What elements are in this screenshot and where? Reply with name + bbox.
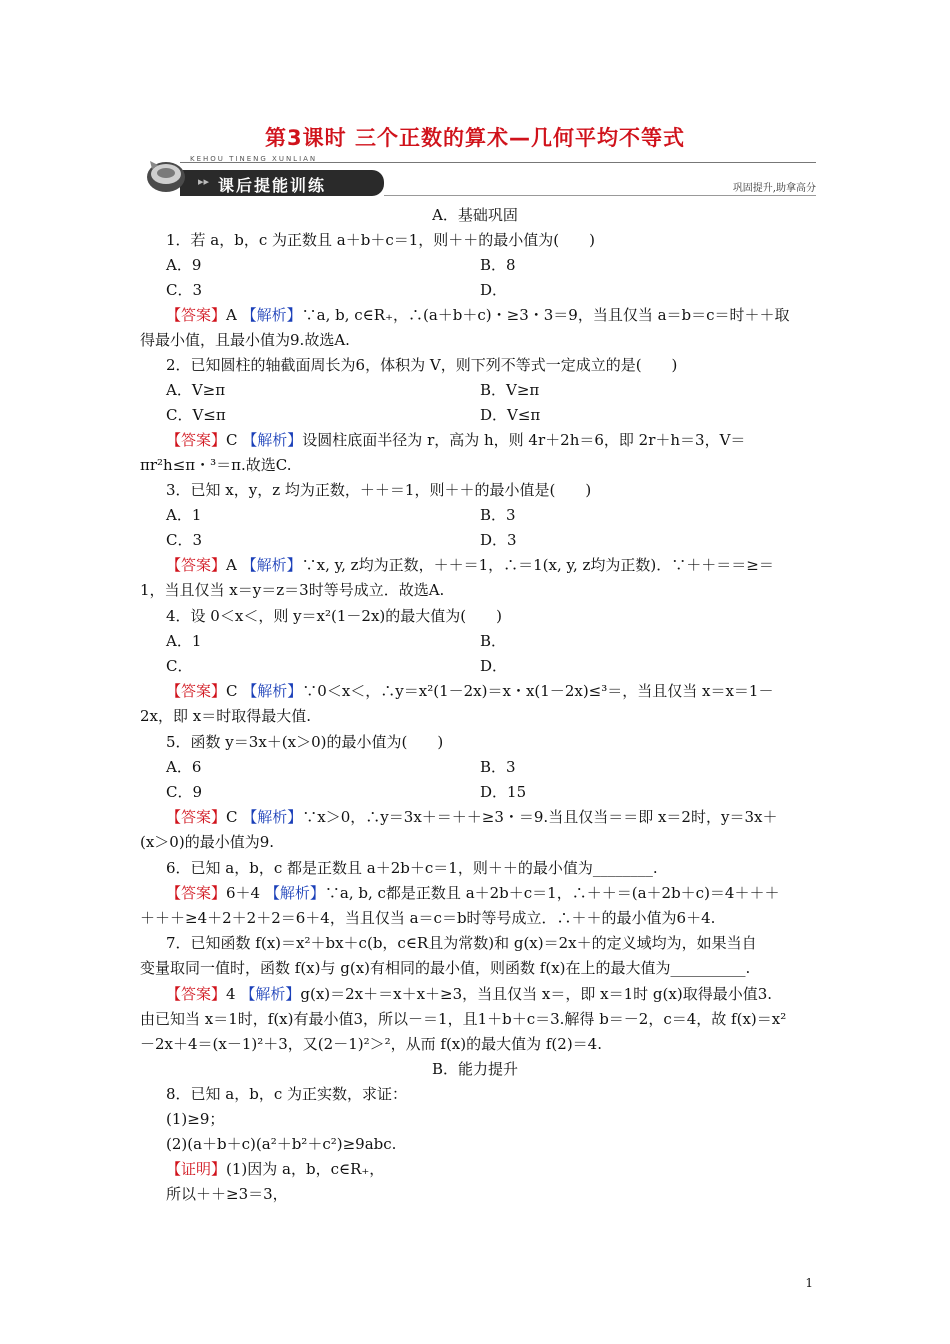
q5-option-b: B．3: [480, 758, 516, 776]
analysis-tag: 【解析】: [241, 306, 302, 324]
q8-part1: (1)≥9；: [166, 1110, 225, 1128]
answer-tag: 【答案】: [166, 808, 227, 826]
q8-proof-text1: (1)因为 a，b，c∈R₊，: [226, 1160, 385, 1178]
q1-option-a: A．9: [166, 256, 202, 274]
q3-analysis-line2: 1，当且仅当 x＝y＝z＝3时等号成立．故选A.: [140, 581, 445, 599]
q3-option-a: A．1: [166, 506, 202, 524]
answer-tag: 【答案】: [166, 884, 227, 902]
q3-option-d: D．3: [480, 531, 517, 549]
q6-analysis-line2: ＋＋＋≥4＋2＋2＋2＝6＋4，当且仅当 a＝c＝b时等号成立．∴＋＋的最小值为6＋4.: [140, 909, 716, 927]
banner-slogan: 巩固提升,助拿高分: [732, 183, 816, 194]
q8-proof-line2: 所以＋＋≥3＝3，: [166, 1185, 288, 1203]
q3-option-c: C．3: [166, 531, 203, 549]
q2-option-a: A．V≥π: [166, 381, 226, 399]
section-b-heading: B．能力提升: [431, 1060, 519, 1078]
banner-emblem-icon: [144, 155, 188, 195]
analysis-tag: 【解析】: [242, 682, 303, 700]
q1-analysis-text1: ∵a, b, c∈R₊，∴(a＋b＋c)・≥3・3＝9，当且仅当 a＝b＝c＝时＋＋取: [301, 306, 790, 324]
analysis-tag: 【解析】: [240, 985, 301, 1003]
q4-option-b: B．: [480, 632, 507, 650]
q5-analysis-line2: (x＞0)的最小值为9.: [140, 833, 275, 851]
q7-stem-line2: 变量取同一值时，函数 f(x)与 g(x)有相同的最小值，则函数 f(x)在上的最大值为__________.: [140, 959, 751, 977]
q2-option-d: D．V≤π: [480, 406, 541, 424]
banner-label: 课后提能训练: [218, 176, 327, 195]
q1-analysis-line1: [166, 304, 790, 326]
q2-option-c: C．V≤π: [166, 406, 226, 424]
q7-stem-line1: 7．已知函数 f(x)＝x²＋bx＋c(b，c∈R且为常数)和 g(x)＝2x＋的定义域均为，如果当自: [166, 934, 757, 952]
analysis-tag: 【解析】: [242, 808, 303, 826]
section-banner: [140, 153, 816, 197]
q1-analysis-line2: 得最小值，且最小值为9.故选A.: [140, 331, 350, 349]
q7-analysis-line2: 由已知当 x＝1时，f(x)有最小值3，所以－＝1，且1＋b＋c＝3.解得 b＝－2，c＝4，故 f(x)＝x²: [140, 1010, 787, 1028]
banner-pinyin: KEHOU TINENG XUNLIAN: [190, 155, 318, 163]
q4-analysis-line2: 2x，即 x＝时取得最大值.: [140, 707, 311, 725]
q7-analysis-text1: g(x)＝2x＋＝x＋x＋≥3，当且仅当 x＝，即 x＝1时 g(x)取得最小值3.: [300, 985, 773, 1003]
page-title: 第3课时 三个正数的算术—几何平均不等式: [265, 126, 685, 150]
banner-bottom-rule: [384, 195, 816, 196]
q8-proof-line1: [166, 1158, 384, 1180]
q5-answer: C: [226, 808, 238, 826]
q5-stem: 5．函数 y＝3x＋(x＞0)的最小值为( ): [166, 733, 444, 751]
q3-analysis-line1: [166, 554, 774, 576]
answer-tag: 【答案】: [166, 682, 227, 700]
q5-option-a: A．6: [166, 758, 202, 776]
q2-analysis-line1: [166, 429, 745, 451]
q7-answer: 4: [226, 985, 236, 1003]
answer-tag: 【答案】: [166, 306, 227, 324]
q6-analysis-text1: ∵a, b, c都是正数且 a＋2b＋c＝1，∴＋＋＝(a＋2b＋c)＝4＋＋＋: [324, 884, 780, 902]
q3-option-b: B．3: [480, 506, 516, 524]
q3-stem: 3．已知 x，y，z 均为正数，＋＋＝1，则＋＋的最小值是( ): [166, 481, 592, 499]
q4-answer: C: [226, 682, 238, 700]
q7-analysis-line1: [166, 983, 772, 1005]
q8-stem: 8．已知 a，b，c 为正实数，求证：: [166, 1085, 408, 1103]
q2-option-b: B．V≥π: [480, 381, 540, 399]
q4-option-a: A．1: [166, 632, 202, 650]
q3-analysis-text1: ∵x, y, z均为正数，＋＋＝1，∴＝1(x, y, z均为正数)．∵＋＋＝＝≥＝: [301, 556, 774, 574]
analysis-tag: 【解析】: [241, 556, 302, 574]
q1-stem: 1．若 a，b，c 为正数且 a＋b＋c＝1，则＋＋的最小值为( ): [166, 231, 595, 249]
answer-tag: 【答案】: [166, 431, 227, 449]
proof-tag: 【证明】: [166, 1160, 227, 1178]
q1-answer: A: [226, 306, 237, 324]
q4-analysis-line1: [166, 680, 773, 702]
q5-analysis-text1: ∵x＞0，∴y＝3x＋＝＋＋≥3・＝9.当且仅当＝＝即 x＝2时，y＝3x＋: [302, 808, 778, 826]
answer-tag: 【答案】: [166, 556, 227, 574]
analysis-tag: 【解析】: [264, 884, 325, 902]
answer-tag: 【答案】: [166, 985, 227, 1003]
page-number: 1: [805, 1276, 813, 1290]
q6-analysis-line1: [166, 882, 779, 904]
q2-answer: C: [226, 431, 238, 449]
q2-analysis-line2: πr²h≤π・³＝π.故选C.: [140, 456, 292, 474]
q4-analysis-text1: ∵0＜x＜，∴y＝x²(1－2x)＝x・x(1－2x)≤³＝，当且仅当 x＝x＝1－: [302, 682, 774, 700]
q5-analysis-line1: [166, 806, 777, 828]
q1-option-b: B．8: [480, 256, 516, 274]
section-a-heading: A．基础巩固: [432, 206, 518, 224]
q4-option-d: D．: [480, 657, 508, 675]
q4-option-c: C．: [166, 657, 193, 675]
q3-answer: A: [226, 556, 237, 574]
q4-stem: 4．设 0＜x＜，则 y＝x²(1－2x)的最大值为( ): [166, 607, 502, 625]
q2-analysis-text1: 设圆柱底面半径为 r，高为 h，则 4r＋2h＝6，即 2r＋h＝3，V＝: [302, 431, 746, 449]
q5-option-d: D．15: [480, 783, 527, 801]
q7-analysis-line3: －2x＋4＝(x－1)²＋3，又(2－1)²＞²，从而 f(x)的最大值为 f(2)＝4.: [140, 1035, 602, 1053]
q1-option-d: D．: [480, 281, 508, 299]
q6-stem: 6．已知 a，b，c 都是正数且 a＋2b＋c＝1，则＋＋的最小值为________.: [166, 859, 658, 877]
q2-stem: 2．已知圆柱的轴截面周长为6，体积为 V，则下列不等式一定成立的是( ): [166, 356, 678, 374]
q1-option-c: C．3: [166, 281, 203, 299]
banner-arrows-icon: ▸▸: [198, 175, 210, 188]
q5-option-c: C．9: [166, 783, 203, 801]
analysis-tag: 【解析】: [242, 431, 303, 449]
q8-part2: (2)(a＋b＋c)(a²＋b²＋c²)≥9abc.: [166, 1135, 397, 1153]
q6-answer: 6＋4: [226, 884, 261, 902]
